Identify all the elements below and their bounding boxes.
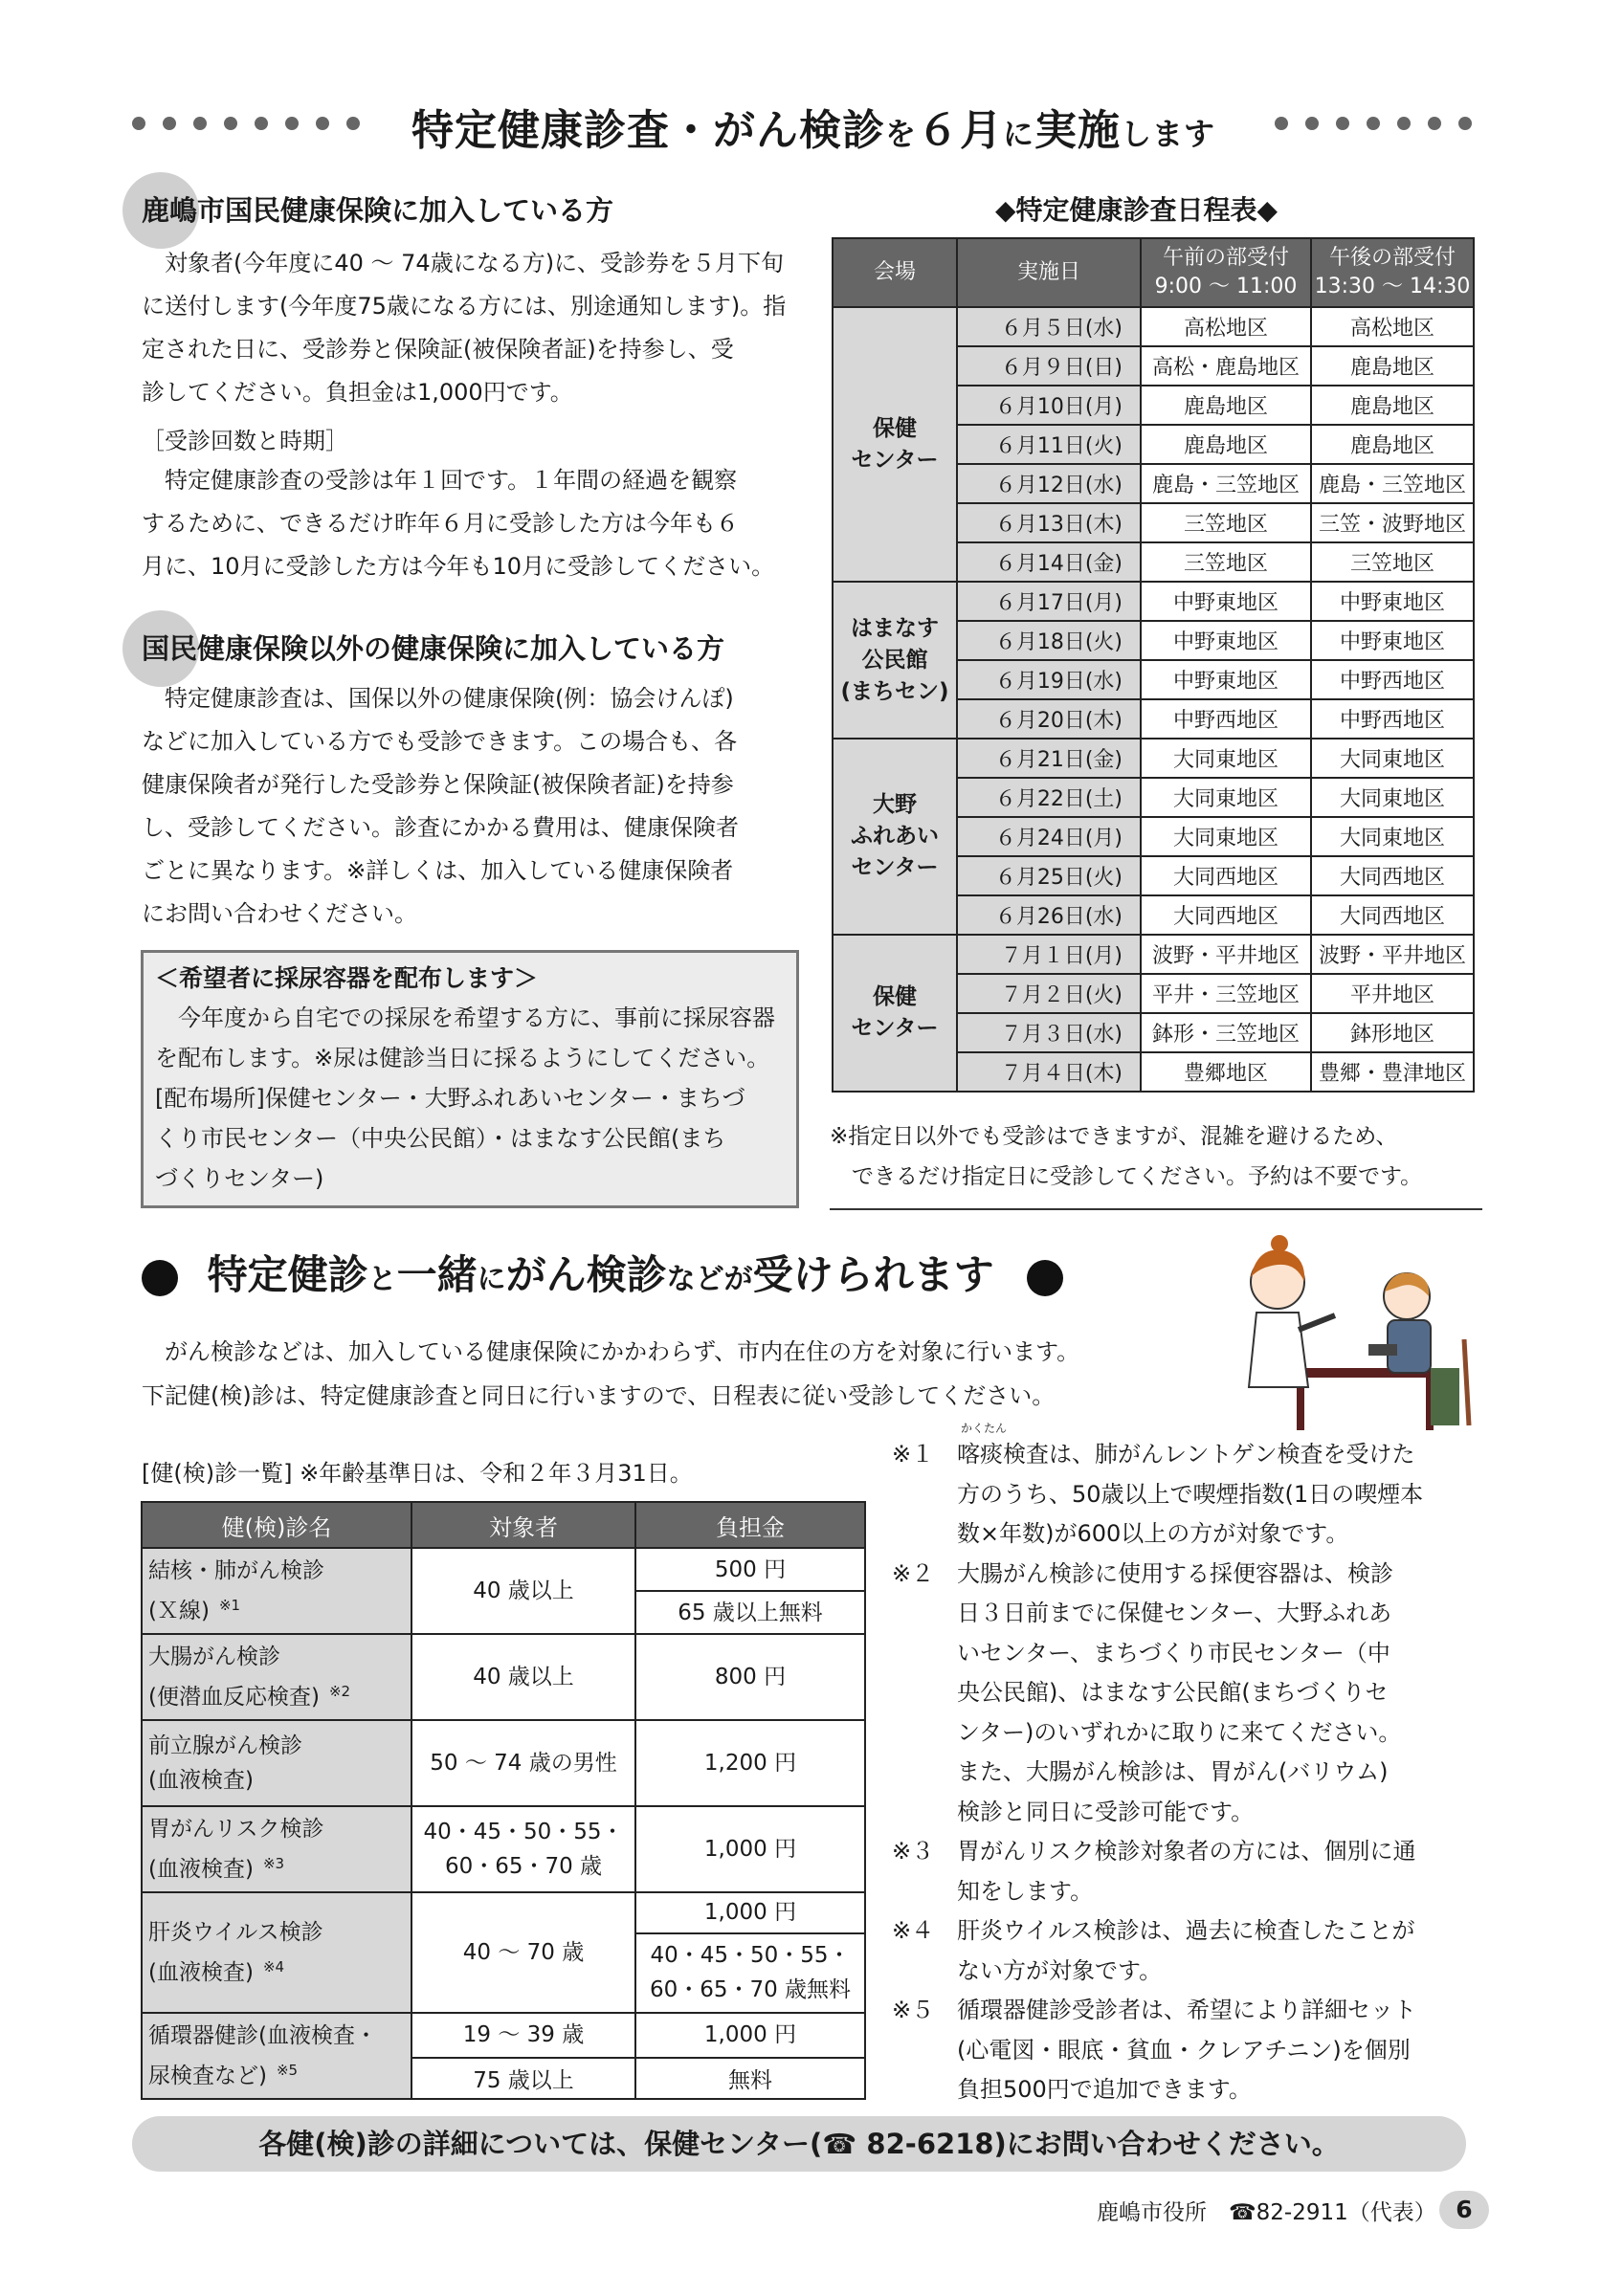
exam-target: 75 歳以上 [411,2058,635,2099]
schedule-date: ６月10日(月) [957,386,1141,425]
exam-fee: 1,000 円 [635,1892,865,1933]
schedule-morning: 平井・三笠地区 [1141,974,1311,1013]
col-afternoon: 午後の部受付 13:30 ～ 14:30 [1311,238,1474,307]
schedule-date: ６月18日(火) [957,621,1141,660]
exam-fee: 65 歳以上無料 [635,1591,865,1634]
schedule-morning: 鹿島地区 [1141,386,1311,425]
schedule-row [833,307,1474,346]
bullet-icon [142,1260,178,1296]
schedule-venue: 大野 ふれあい センター [833,739,957,935]
col-fee: 負担金 [635,1502,865,1548]
schedule-morning: 三笠地区 [1141,542,1311,582]
schedule-morning: 大同西地区 [1141,895,1311,935]
footnote: ※５ 循環器健診受診者は、希望により詳細セット (心電図・眼底・貧血・クレアチニン)を個別 負担500円で追加できます。 [892,1997,1416,2103]
exam-row [142,1548,865,1591]
schedule-date: ６月５日(水) [957,307,1141,346]
exam-target: 40 ～ 70 歳 [411,1892,635,2013]
schedule-afternoon: 大同東地区 [1311,817,1474,856]
contact-bar: 各健(検)診の詳細については、保健センター(☎ 82-6218)にお問い合わせください。 [132,2116,1466,2172]
schedule-afternoon: 鹿島・三笠地区 [1311,464,1474,503]
exam-row [142,1634,865,1720]
header-dots-right [1275,117,1472,136]
schedule-afternoon: 波野・平井地区 [1311,935,1474,974]
schedule-afternoon: 鹿島地区 [1311,346,1474,386]
section1-subheading: ［受診回数と時期］ [142,428,348,454]
schedule-morning: 高松・鹿島地区 [1141,346,1311,386]
schedule-date: ６月22日(土) [957,778,1141,817]
schedule-morning: 中野東地区 [1141,621,1311,660]
box-text: 今年度から自宅での採尿を希望する方に、事前に採尿容器 を配布します。※尿は健診当日に採るようにしてください。 [配布場所]保健センター・大野ふれあいセンター・まちづ くり市民センター（中央公民館）・はまなす公民館(まち づくりセンター) [155,1004,775,1192]
exam-name: 肝炎ウイルス検診 (血液検査) $^{※4}$ [142,1892,411,2013]
schedule-morning: 鹿島地区 [1141,425,1311,464]
schedule-title: ◆特定健康診査日程表◆ [995,194,1278,226]
schedule-date: ６月24日(月) [957,817,1141,856]
schedule-date: ６月21日(金) [957,739,1141,778]
schedule-afternoon: 鹿島地区 [1311,386,1474,425]
col-morning: 午前の部受付 9:00 ～ 11:00 [1141,238,1311,307]
schedule-date: ６月12日(水) [957,464,1141,503]
exam-target: 40・45・50・55・ 60・65・70 歳 [411,1806,635,1892]
schedule-afternoon: 平井地区 [1311,974,1474,1013]
exam-fee: 1,000 円 [635,2013,865,2058]
section1-para1: 対象者(今年度に40 ～ 74歳になる方)に、受診券を５月下旬 に送付します(今年度75歳になる方には、別途通知します)。指 定された日に、受診券と保険証(被保険者証)を持参し、受 診してください。負担金は1,000円です。 [142,250,787,406]
schedule-date: ６月25日(火) [957,856,1141,895]
schedule-afternoon: 三笠・波野地区 [1311,503,1474,542]
schedule-date: ６月11日(火) [957,425,1141,464]
schedule-morning: 鉢形・三笠地区 [1141,1013,1311,1052]
section2-para: 特定健康診査は、国保以外の健康保険(例：協会けんぽ) などに加入している方でも受診できます。この場合も、各 健康保険者が発行した受診券と保険証(被保険者証)を持参 し、受診してください。診査にかかる費用は、健康保険者 ごとに異なります。※詳しくは、加入している健康保険者 にお問い合わせください。 [142,685,739,927]
schedule-afternoon: 大同西地区 [1311,856,1474,895]
schedule-afternoon: 中野東地区 [1311,621,1474,660]
schedule-date: ６月26日(水) [957,895,1141,935]
exam-fee: 500 円 [635,1548,865,1591]
schedule-morning: 波野・平井地区 [1141,935,1311,974]
exam-row [142,1720,865,1806]
exam-name: 胃がんリスク検診 (血液検査) $^{※3}$ [142,1806,411,1892]
schedule-afternoon: 三笠地区 [1311,542,1474,582]
col-exam-name: 健(検)診名 [142,1502,411,1548]
exam-name: 大腸がん検診 (便潜血反応検査) $^{※2}$ [142,1634,411,1720]
schedule-row [833,739,1474,778]
schedule-afternoon: 中野西地区 [1311,699,1474,739]
footnotes [892,1422,1485,2110]
page-title: 特定健康診査・がん検診を６月に実施します [411,106,1216,155]
schedule-morning: 三笠地区 [1141,503,1311,542]
section3-intro: がん検診などは、加入している健康保険にかかわらず、市内在住の方を対象に行います。 下記健(検)診は、特定健康診査と同日に行いますので、日程表に従い受診してください。 [142,1338,1080,1409]
schedule-venue: 保健 センター [833,307,957,582]
schedule-afternoon: 大同東地区 [1311,739,1474,778]
schedule-morning: 鹿島・三笠地区 [1141,464,1311,503]
section1-para2: 特定健康診査の受診は年１回です。１年間の経過を観察 するために、できるだけ昨年６月に受診した方は今年も６ 月に、10月に受診した方は今年も10月に受診してください。 [142,467,775,580]
exam-target: 40 歳以上 [411,1634,635,1720]
footnote: ※４ 肝炎ウイルス検診は、過去に検査したことが ない方が対象です。 [892,1917,1415,1984]
section2-heading: 国民健康保険以外の健康保険に加入している方 [142,632,725,665]
schedule-note: ※指定日以外でも受診はできますが、混雑を避けるため、 できるだけ指定日に受診してください。予約は不要です。 [830,1124,1423,1189]
schedule-morning: 高松地区 [1141,307,1311,346]
exam-row [142,1892,865,1933]
schedule-morning: 中野東地区 [1141,582,1311,621]
schedule-afternoon: 鉢形地区 [1311,1013,1474,1052]
schedule-date: ６月９日(日) [957,346,1141,386]
section1-heading: 鹿嶋市国民健康保険に加入している方 [142,194,614,227]
schedule-date: ７月３日(水) [957,1013,1141,1052]
schedule-date: ７月２日(火) [957,974,1141,1013]
schedule-date: ６月20日(木) [957,699,1141,739]
schedule-date: ６月17日(月) [957,582,1141,621]
page-number: 6 [1439,2191,1489,2229]
schedule-date: ６月13日(木) [957,503,1141,542]
exam-row [142,1806,865,1892]
nurse-patient-illustration [1230,1225,1478,1430]
schedule-morning: 大同西地区 [1141,856,1311,895]
exam-target: 40 歳以上 [411,1548,635,1634]
schedule-date: ６月14日(金) [957,542,1141,582]
exam-target: 50 ～ 74 歳の男性 [411,1720,635,1806]
schedule-afternoon: 大同東地区 [1311,778,1474,817]
schedule-venue: はまなす 公民館 (まちセン) [833,582,957,739]
schedule-row [833,582,1474,621]
divider [830,1208,1482,1210]
footnote: ※２ 大腸がん検診に使用する採便容器は、検診 日３日前までに保健センター、大野ふれあ いセンター、まちづくり市民センター（中 央公民館)、はまなす公民館(まちづくりセ ンター)のいずれかに取りに来てください。 また、大腸がん検診は、胃がん(バリウム) 検診と同日に受診可能です。 [892,1559,1402,1825]
col-venue: 会場 [833,238,957,307]
schedule-date: ７月４日(木) [957,1052,1141,1092]
exam-fee: 1,200 円 [635,1720,865,1806]
schedule-morning: 中野西地区 [1141,699,1311,739]
exam-name: 結核・肺がん検診 (Ｘ線) $^{※1}$ [142,1548,411,1634]
box-title: ＜希望者に採尿容器を配布します＞ [155,964,539,992]
header-dots-left [132,117,360,136]
exam-table [141,1501,866,2100]
schedule-morning: 中野東地区 [1141,660,1311,699]
schedule-venue: 保健 センター [833,935,957,1092]
footer-org: 鹿嶋市役所 ☎82-2911（代表） [1097,2200,1436,2225]
schedule-row [833,935,1474,974]
schedule-afternoon: 中野東地区 [1311,582,1474,621]
col-date: 実施日 [957,238,1141,307]
schedule-afternoon: 鹿島地区 [1311,425,1474,464]
footnote: ※１ かくたん 喀痰検査は、肺がんレントゲン検査を受けた 方のうち、50歳以上で喫煙指数(1日の喫煙本 数×年数)が600以上の方が対象です。 [892,1422,1424,1547]
schedule-date: ６月19日(水) [957,660,1141,699]
bullet-icon [1027,1260,1063,1296]
exam-fee: 無料 [635,2058,865,2099]
schedule-afternoon: 大同西地区 [1311,895,1474,935]
schedule-morning: 大同東地区 [1141,817,1311,856]
exam-fee: 40・45・50・55・ 60・65・70 歳無料 [635,1933,865,2013]
schedule-date: ７月１日(月) [957,935,1141,974]
schedule-morning: 豊郷地区 [1141,1052,1311,1092]
exam-fee: 800 円 [635,1634,865,1720]
schedule-morning: 大同東地区 [1141,739,1311,778]
exam-list-title: [健(検)診一覧] ※年齢基準日は、令和２年３月31日。 [142,1460,693,1487]
section3-heading: 特定健診と一緒にがん検診などが受けられます [142,1244,1063,1301]
schedule-morning: 大同東地区 [1141,778,1311,817]
exam-fee: 1,000 円 [635,1806,865,1892]
schedule-afternoon: 豊郷・豊津地区 [1311,1052,1474,1092]
schedule-afternoon: 中野西地区 [1311,660,1474,699]
exam-name: 前立腺がん検診 (血液検査) [142,1720,411,1806]
exam-target: 19 ～ 39 歳 [411,2013,635,2058]
footnote: ※３ 胃がんリスク検診対象者の方には、個別に通 知をします。 [892,1838,1416,1905]
schedule-table [832,237,1475,1093]
exam-name: 循環器健診(血液検査・ 尿検査など) $^{※5}$ [142,2013,411,2099]
schedule-afternoon: 高松地区 [1311,307,1474,346]
col-target: 対象者 [411,1502,635,1548]
exam-row [142,2013,865,2058]
